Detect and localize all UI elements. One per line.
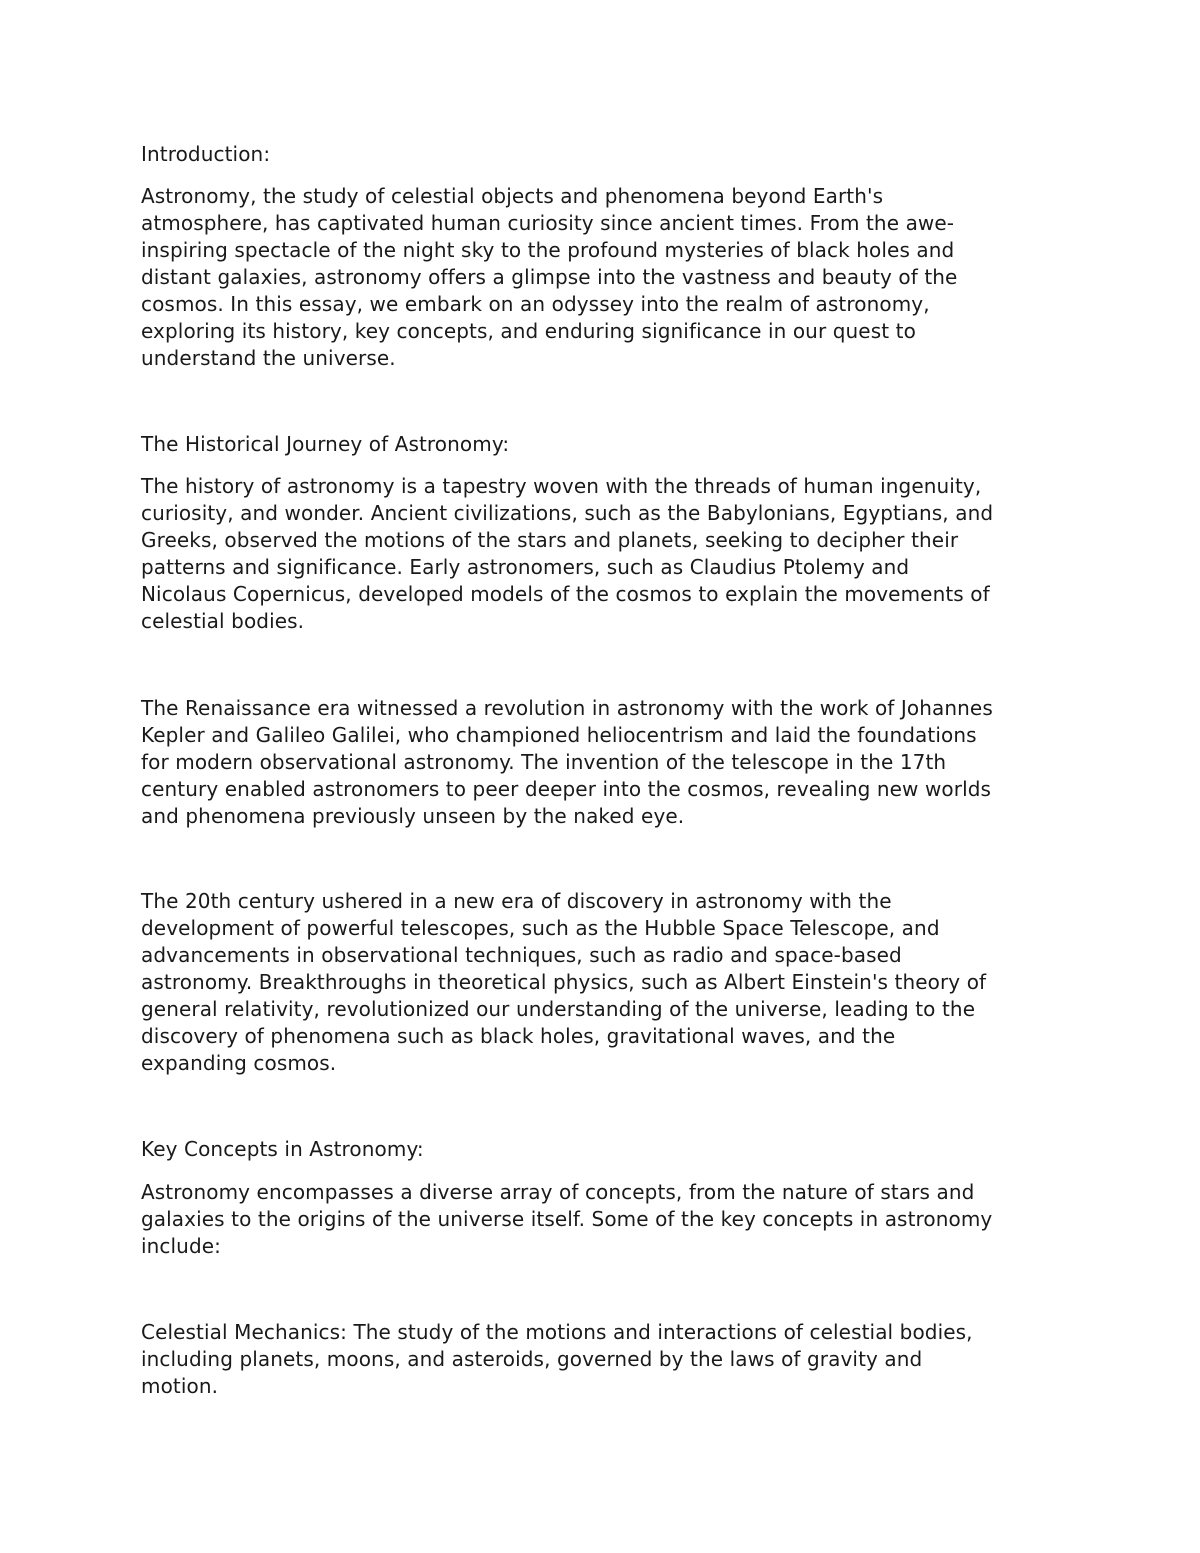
text-line: Celestial Mechanics: The study of the motions and interactions of celestial bodies, (141, 1320, 973, 1344)
paragraph-history (141, 473, 1071, 635)
paragraph-key-concepts (141, 1179, 1071, 1260)
paragraph-celestial-mechanics (141, 1319, 1071, 1400)
heading-introduction (141, 141, 1071, 168)
paragraph-introduction (141, 183, 1071, 372)
text-line: motion. (141, 1374, 219, 1398)
text-line: galaxies to the origins of the universe itself. Some of the key concepts in astronomy (141, 1207, 993, 1231)
paragraph-20th-century (141, 888, 1071, 1077)
text-line: Key Concepts in Astronomy: (141, 1137, 424, 1161)
text-line: development of powerful telescopes, such as the Hubble Space Telescope, and (141, 916, 940, 940)
text-line: Greeks, observed the motions of the stars and planets, seeking to decipher their (141, 528, 959, 552)
text-line: astronomy. Breakthroughs in theoretical physics, such as Albert Einstein's theory of (141, 970, 987, 994)
text-line: Kepler and Galileo Galilei, who championed heliocentrism and laid the foundations (141, 723, 977, 747)
heading-key-concepts (141, 1136, 1071, 1163)
text-line: patterns and significance. Early astronomers, such as Claudius Ptolemy and (141, 555, 910, 579)
text-line: discovery of phenomena such as black holes, gravitational waves, and the (141, 1024, 896, 1048)
text-line: cosmos. In this essay, we embark on an odyssey into the realm of astronomy, (141, 292, 930, 316)
text-line: include: (141, 1234, 221, 1258)
paragraph-renaissance (141, 695, 1071, 830)
text-line: including planets, moons, and asteroids, governed by the laws of gravity and (141, 1347, 923, 1371)
text-line: Introduction: (141, 142, 271, 166)
text-line: The Historical Journey of Astronomy: (141, 432, 510, 456)
text-line: exploring its history, key concepts, and enduring significance in our quest to (141, 319, 916, 343)
text-line: general relativity, revolutionized our understanding of the universe, leading to the (141, 997, 976, 1021)
text-line: celestial bodies. (141, 609, 305, 633)
text-line: The Renaissance era witnessed a revolution in astronomy with the work of Johannes (141, 696, 993, 720)
text-line: curiosity, and wonder. Ancient civilizations, such as the Babylonians, Egyptians, and (141, 501, 994, 525)
text-line: atmosphere, has captivated human curiosity since ancient times. From the awe- (141, 211, 955, 235)
text-line: understand the universe. (141, 346, 396, 370)
text-line: for modern observational astronomy. The invention of the telescope in the 17th (141, 750, 947, 774)
text-line: inspiring spectacle of the night sky to the profound mysteries of black holes and (141, 238, 955, 262)
text-line: Astronomy, the study of celestial objects and phenomena beyond Earth's (141, 184, 884, 208)
text-line: The history of astronomy is a tapestry woven with the threads of human ingenuity, (141, 474, 982, 498)
text-line: Astronomy encompasses a diverse array of concepts, from the nature of stars and (141, 1180, 975, 1204)
text-line: advancements in observational techniques, such as radio and space-based (141, 943, 902, 967)
text-line: and phenomena previously unseen by the naked eye. (141, 804, 685, 828)
heading-historical-journey (141, 431, 1071, 458)
text-line: century enabled astronomers to peer deeper into the cosmos, revealing new worlds (141, 777, 992, 801)
text-line: The 20th century ushered in a new era of discovery in astronomy with the (141, 889, 892, 913)
text-line: Nicolaus Copernicus, developed models of the cosmos to explain the movements of (141, 582, 990, 606)
text-line: expanding cosmos. (141, 1051, 337, 1075)
text-line: distant galaxies, astronomy offers a glimpse into the vastness and beauty of the (141, 265, 958, 289)
